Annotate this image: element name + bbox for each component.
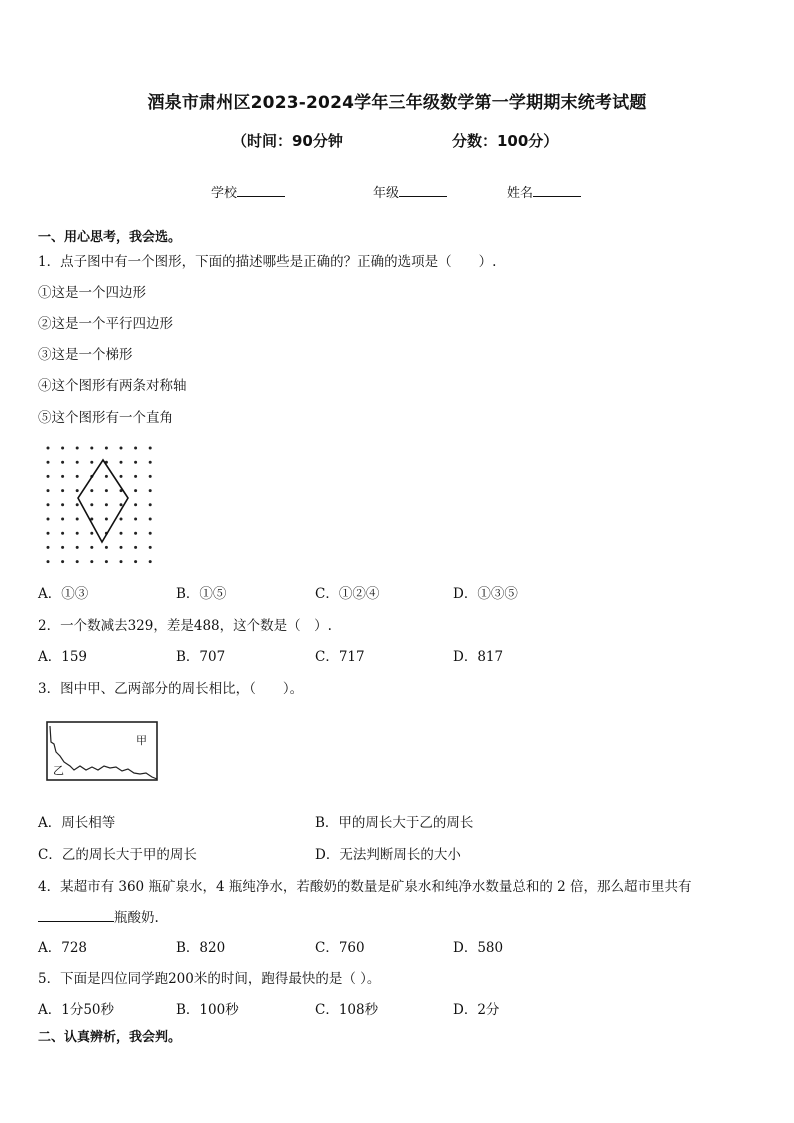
figure-label-jia: 甲	[136, 734, 147, 747]
grid-dot	[61, 503, 64, 506]
q3-stem: 3．图中甲、乙两部分的周长相比，（ ）。	[38, 681, 304, 697]
grid-dot	[149, 560, 152, 563]
grid-dot	[76, 461, 79, 464]
grid-dot	[61, 447, 64, 450]
q1-statement-2: ②这是一个平行四边形	[38, 316, 173, 332]
q2-stem: 2．一个数减去329，差是488，这个数是（ ）.	[38, 618, 332, 634]
grid-dot	[120, 560, 123, 563]
q5-option-a[interactable]: A．1分50秒	[38, 1002, 115, 1018]
grid-dot	[149, 532, 152, 535]
grid-dot	[90, 461, 93, 464]
q5-stem: 5．下面是四位同学跑200米的时间，跑得最快的是（ ）。	[38, 971, 381, 987]
grid-dot	[105, 489, 108, 492]
grid-dot	[105, 546, 108, 549]
q1-option-b[interactable]: B．①⑤	[176, 586, 227, 602]
grid-dot	[61, 518, 64, 521]
q1-option-c[interactable]: C．①②④	[315, 586, 380, 602]
kite-shape	[78, 460, 128, 542]
dot-grid	[47, 447, 152, 564]
grid-dot	[90, 489, 93, 492]
grid-dot	[149, 489, 152, 492]
grid-dot	[134, 475, 137, 478]
grid-dot	[47, 560, 50, 563]
grid-dot	[90, 546, 93, 549]
grid-dot	[90, 560, 93, 563]
figure-label-yi: 乙	[53, 764, 64, 777]
grid-dot	[76, 546, 79, 549]
grid-dot	[105, 475, 108, 478]
grid-dot	[47, 503, 50, 506]
school-label: 学校	[211, 186, 238, 201]
q1-option-a[interactable]: A．①③	[38, 586, 89, 602]
grid-dot	[90, 503, 93, 506]
q5-option-b[interactable]: B．100秒	[176, 1002, 239, 1018]
name-blank[interactable]	[533, 184, 581, 197]
grid-dot	[61, 489, 64, 492]
grid-dot	[134, 546, 137, 549]
grid-dot	[120, 503, 123, 506]
grid-dot	[76, 532, 79, 535]
grid-dot	[149, 503, 152, 506]
q1-statement-5: ⑤这个图形有一个直角	[38, 410, 173, 426]
grid-dot	[90, 447, 93, 450]
q4-option-a[interactable]: A．728	[38, 940, 88, 956]
q2-option-c[interactable]: C．717	[315, 649, 365, 665]
grid-dot	[47, 475, 50, 478]
grid-dot	[47, 447, 50, 450]
grid-dot	[61, 461, 64, 464]
grid-dot	[47, 461, 50, 464]
exam-score: 分数：100分）	[452, 132, 559, 150]
grid-dot	[47, 489, 50, 492]
q4-option-c[interactable]: C．760	[315, 940, 365, 956]
grid-dot	[47, 518, 50, 521]
grid-dot	[61, 532, 64, 535]
grid-dot	[120, 461, 123, 464]
q4-option-d[interactable]: D．580	[453, 940, 504, 956]
grid-dot	[76, 518, 79, 521]
q2-option-a[interactable]: A．159	[38, 649, 88, 665]
grid-dot	[120, 518, 123, 521]
school-field	[211, 182, 285, 201]
grid-dot	[61, 560, 64, 563]
grid-dot	[120, 546, 123, 549]
q2-option-b[interactable]: B．707	[176, 649, 226, 665]
name-field	[507, 182, 581, 201]
grid-dot	[105, 447, 108, 450]
grid-dot	[134, 518, 137, 521]
grade-label: 年级	[373, 186, 400, 201]
q1-statement-1: ①这是一个四边形	[38, 285, 146, 301]
q5-option-c[interactable]: C．108秒	[315, 1002, 379, 1018]
section-1-title: 一、用心思考，我会选。	[38, 230, 182, 245]
q1-statement-4: ④这个图形有两条对称轴	[38, 378, 187, 394]
q4-stem: 4．某超市有 360 瓶矿泉水，4 瓶纯净水，若酸奶的数量是矿泉水和纯净水数量总和的 2 倍，那么超市里共有	[38, 879, 692, 895]
grid-dot	[76, 475, 79, 478]
grid-dot	[76, 489, 79, 492]
q4-stem-end: 瓶酸奶.	[114, 910, 159, 926]
dot-grid-figure	[40, 440, 160, 566]
grid-dot	[105, 518, 108, 521]
grid-dot	[47, 546, 50, 549]
grid-dot	[149, 461, 152, 464]
q4-answer-blank[interactable]	[38, 909, 114, 922]
grid-dot	[105, 503, 108, 506]
q4-stem-end-line	[38, 906, 159, 926]
q5-option-d[interactable]: D．2分	[453, 1002, 500, 1018]
grid-dot	[76, 447, 79, 450]
grid-dot	[149, 475, 152, 478]
q1-stem: 1．点子图中有一个图形，下面的描述哪些是正确的？正确的选项是（ ）.	[38, 254, 497, 270]
grid-dot	[120, 475, 123, 478]
q4-option-b[interactable]: B．820	[176, 940, 226, 956]
grid-dot	[105, 560, 108, 563]
grid-dot	[149, 546, 152, 549]
q3-option-c[interactable]: C．乙的周长大于甲的周长	[38, 847, 197, 863]
grid-dot	[149, 447, 152, 450]
grid-dot	[134, 560, 137, 563]
grid-dot	[134, 532, 137, 535]
grid-dot	[149, 518, 152, 521]
q1-option-d[interactable]: D．①③⑤	[453, 586, 518, 602]
q3-option-a[interactable]: A．周长相等	[38, 815, 116, 831]
page-title: 酒泉市肃州区2023-2024学年三年级数学第一学期期末统考试题	[147, 93, 647, 113]
q3-option-d[interactable]: D．无法判断周长的大小	[315, 847, 461, 863]
grid-dot	[61, 546, 64, 549]
grid-dot	[76, 503, 79, 506]
q2-option-d[interactable]: D．817	[453, 649, 504, 665]
grid-dot	[120, 447, 123, 450]
grid-dot	[47, 532, 50, 535]
grid-dot	[134, 461, 137, 464]
grid-dot	[76, 560, 79, 563]
section-2-title: 二、认真辨析，我会判。	[38, 1030, 182, 1045]
grid-dot	[134, 447, 137, 450]
q3-option-b[interactable]: B．甲的周长大于乙的周长	[315, 815, 474, 831]
grade-field	[373, 182, 447, 201]
name-label: 姓名	[507, 186, 534, 201]
grid-dot	[61, 475, 64, 478]
exam-time: （时间：90分钟	[232, 132, 343, 150]
grade-blank[interactable]	[399, 184, 447, 197]
q1-statement-3: ③这是一个梯形	[38, 347, 133, 363]
school-blank[interactable]	[237, 184, 285, 197]
grid-dot	[134, 503, 137, 506]
grid-dot	[90, 532, 93, 535]
grid-dot	[134, 489, 137, 492]
grid-dot	[120, 532, 123, 535]
